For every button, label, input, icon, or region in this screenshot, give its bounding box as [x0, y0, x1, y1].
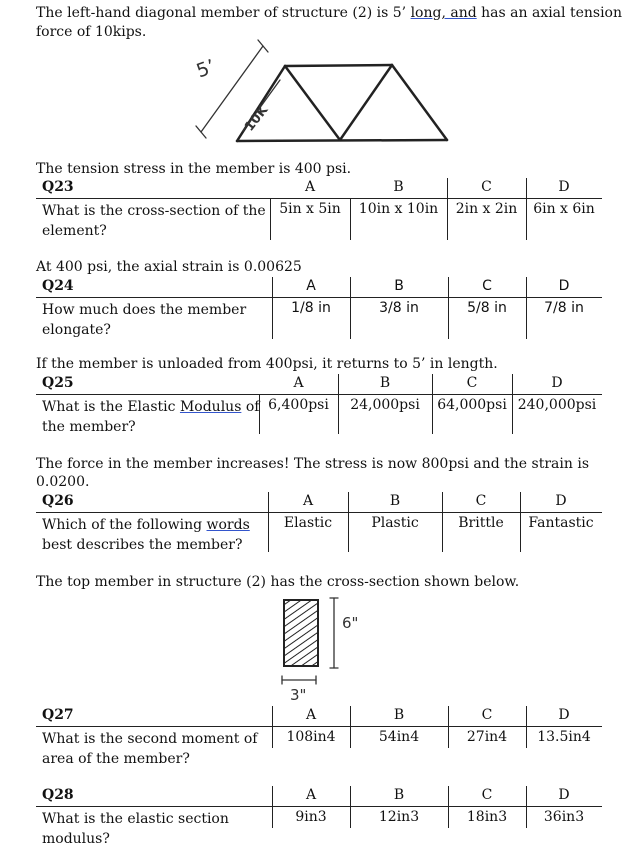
truss-middle-left-diagonal [285, 66, 340, 140]
q24-text: How much does the member elongate? [42, 302, 247, 338]
q27-letter-a: A [305, 707, 317, 723]
q27-id: Q27 [42, 707, 74, 723]
q23-text: What is the cross-section of the element? [42, 203, 266, 239]
q28-letter-a: A [305, 787, 317, 803]
q24-intro: At 400 psi, the axial strain is 0.00625 [36, 259, 302, 275]
q25-letter-a: A [293, 375, 304, 391]
q23-letter-b: B [393, 179, 404, 195]
q28-option-a[interactable]: 9in3 [295, 809, 327, 825]
q27-option-b[interactable]: 54in4 [378, 729, 420, 745]
q25-text-end: of the member? [42, 399, 260, 435]
question-q24 [36, 277, 602, 339]
q28-letter-d: D [558, 787, 570, 803]
q24-id: Q24 [42, 278, 74, 294]
dimension-label: 5’ [193, 55, 219, 83]
height-label: 6" [342, 614, 359, 632]
q25-intro: If the member is unloaded from 400psi, it returns to 5’ in length. [36, 356, 498, 372]
q24-option-b[interactable]: 3/8 in [379, 300, 419, 316]
intro-text: The left-hand diagonal member of structure (2) is 5’ [36, 5, 411, 21]
truss-middle-right-diagonal [340, 65, 392, 140]
q28-option-d[interactable]: 36in3 [543, 809, 585, 825]
question-q26 [36, 492, 602, 552]
q24-option-d[interactable]: 7/8 in [544, 300, 584, 316]
intro-line-2: force of 10kips. [36, 24, 147, 40]
q26-option-c[interactable]: Brittle [458, 515, 504, 531]
q28-option-b[interactable]: 12in3 [378, 809, 420, 825]
q25-option-c[interactable]: 64,000psi [437, 397, 507, 413]
q24-letter-a: A [306, 278, 316, 294]
q27-letter-b: B [393, 707, 405, 723]
q23-intro: The tension stress in the member is 400 psi. [36, 161, 352, 177]
q28-letter-b: B [393, 787, 405, 803]
q24-letter-c: C [482, 278, 492, 294]
q26-letter-a: A [302, 493, 314, 509]
q26-letter-b: B [389, 493, 401, 509]
q23-option-d[interactable]: 6in x 6in [533, 201, 595, 217]
q26-text [42, 515, 267, 555]
q26-text-end: best describes the member? [42, 537, 243, 553]
q25-id: Q25 [42, 375, 74, 391]
q27-option-c[interactable]: 27in4 [466, 729, 508, 745]
q25-text-underlined: Modulus [179, 399, 242, 415]
q27-option-a[interactable]: 108in4 [286, 729, 336, 745]
q28-id: Q28 [42, 787, 74, 803]
q26-letter-d: D [555, 493, 567, 509]
q27-intro: The top member in structure (2) has the cross-section shown below. [36, 574, 520, 590]
q25-option-b[interactable]: 24,000psi [350, 397, 420, 413]
q26-text-start: Which of the following [42, 517, 207, 533]
q27-letter-d: D [558, 707, 570, 723]
cross-section-rectangle [284, 600, 318, 666]
truss-right-diagonal [392, 65, 447, 140]
q28-letter-c: C [481, 787, 493, 803]
q27-option-d[interactable]: 13.5in4 [537, 729, 591, 745]
q25-letter-d: D [551, 375, 563, 391]
q24-option-c[interactable]: 5/8 in [467, 300, 507, 316]
intro-text-end: has an axial tension [476, 5, 622, 21]
force-label: 10K [242, 103, 272, 135]
q23-letter-a: A [304, 179, 316, 195]
q25-letter-c: C [466, 375, 478, 391]
q23-letter-c: C [481, 179, 492, 195]
intro-underlined-text: long, and [410, 5, 477, 21]
truss-bottom-chord [237, 140, 447, 141]
q25-text-start: What is the Elastic [42, 399, 180, 415]
q27-text: What is the second moment of area of the member? [42, 731, 258, 767]
question-q27 [36, 706, 602, 768]
q25-letter-b: B [379, 375, 391, 391]
q26-id: Q26 [42, 493, 74, 509]
question-q28 [36, 786, 602, 848]
q28-option-c[interactable]: 18in3 [466, 809, 508, 825]
q23-id: Q23 [42, 179, 74, 195]
width-label: 3" [290, 686, 307, 704]
question-q25 [36, 374, 602, 436]
q24-option-a[interactable]: 1/8 in [291, 300, 331, 316]
q25-option-d[interactable]: 240,000psi [517, 397, 597, 413]
q26-option-a[interactable]: Elastic [283, 515, 333, 531]
question-q23 [36, 178, 602, 240]
q26-option-b[interactable]: Plastic [371, 515, 419, 531]
q26-text-underlined: words [206, 517, 250, 533]
q23-letter-d: D [558, 179, 570, 195]
q23-option-c[interactable]: 2in x 2in [455, 201, 518, 217]
q23-option-a[interactable]: 5in x 5in [279, 201, 341, 217]
truss-diagram [185, 38, 455, 150]
q25-option-a[interactable]: 6,400psi [268, 397, 329, 413]
q26-intro-line-2: 0.0200. [36, 474, 90, 490]
intro-line-1 [36, 4, 622, 23]
q27-letter-c: C [481, 707, 493, 723]
cross-section-diagram [270, 592, 370, 704]
q26-letter-c: C [475, 493, 487, 509]
q25-text [42, 397, 267, 437]
truss-top-chord [285, 65, 392, 66]
q23-option-b[interactable]: 10in x 10in [358, 201, 439, 217]
q28-text: What is the elastic section modulus? [42, 811, 229, 847]
q26-option-d[interactable]: Fantastic [528, 515, 594, 531]
q26-intro-line-1: The force in the member increases! The stress is now 800psi and the strain is [36, 456, 589, 472]
q24-letter-b: B [394, 278, 404, 294]
q24-letter-d: D [558, 278, 570, 294]
